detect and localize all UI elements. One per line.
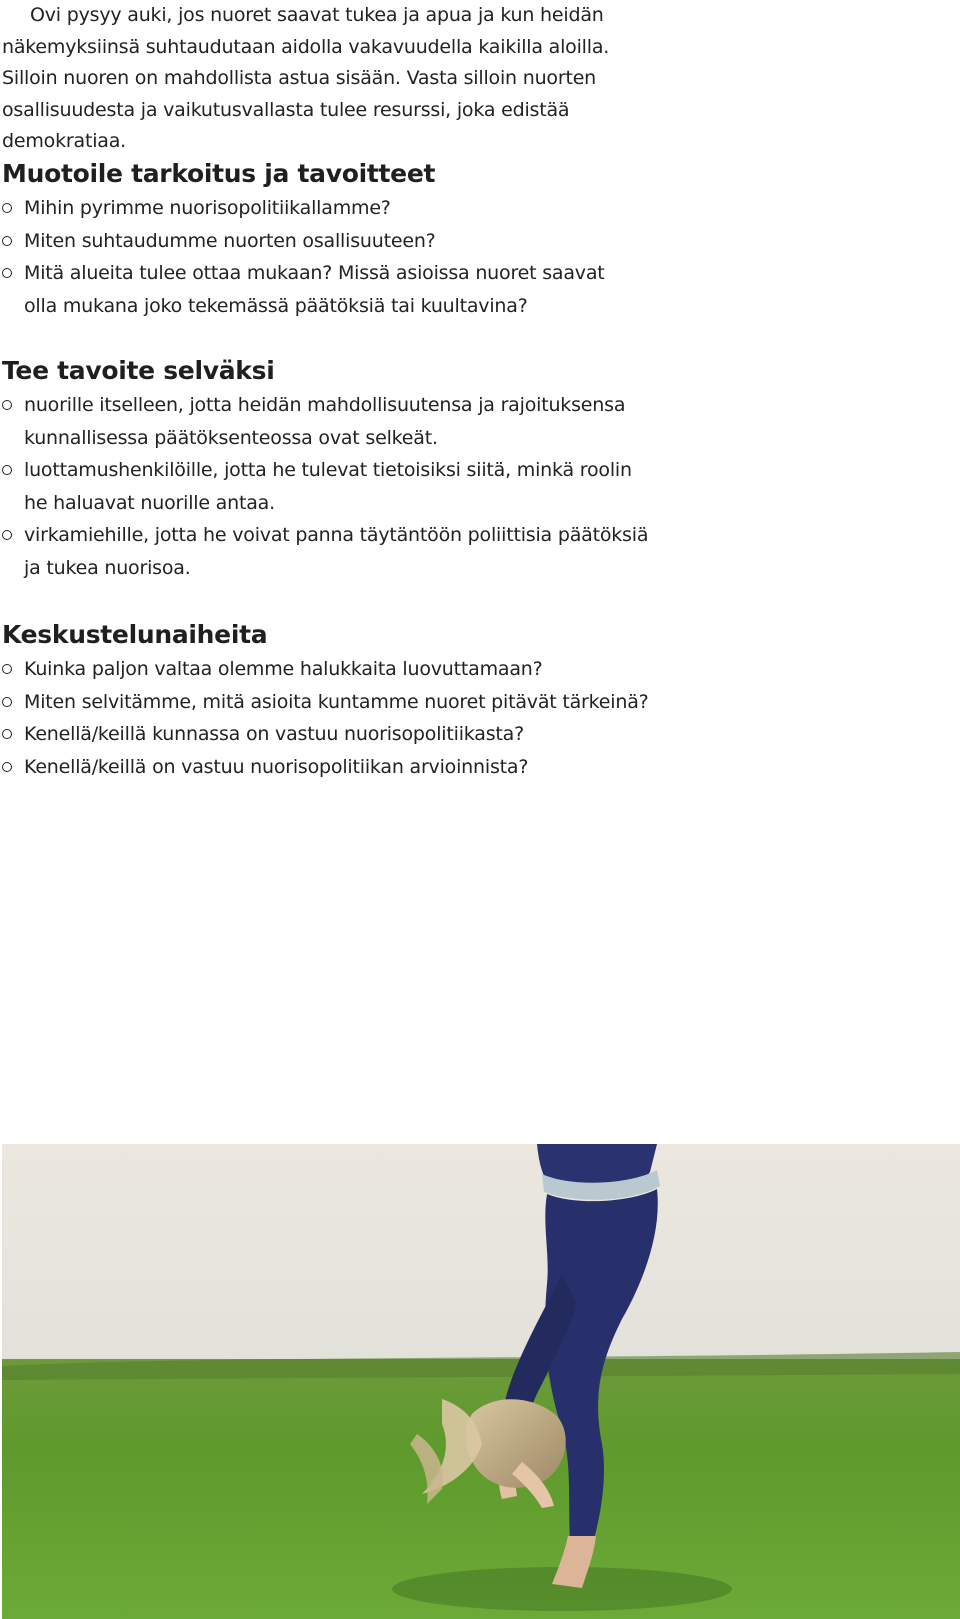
list-item — [2, 751, 702, 784]
list-item — [2, 686, 702, 719]
circle-bullet-icon — [2, 465, 12, 475]
circle-bullet-icon — [2, 530, 12, 540]
list-item-text: Miten suhtaudumme nuorten osallisuuteen? — [24, 229, 436, 252]
bullet-list — [2, 653, 702, 783]
list-item — [2, 718, 702, 751]
list-item-text: Kenellä/keillä on vastuu nuorisopolitiikan arvioinnista? — [24, 755, 529, 778]
section-heading: Keskustelunaiheita — [2, 620, 268, 649]
circle-bullet-icon — [2, 697, 12, 707]
section-heading: Tee tavoite selväksi — [2, 356, 275, 385]
intro-paragraph: Ovi pysyy auki, jos nuoret saavat tukea ja apua ja kun heidän näkemyksiinsä suhtaudutaan aidolla vakavuudella kaikilla aloilla. Silloin nuoren on mahdollista astua sisään. Vasta silloin nuorten osallisuudesta ja vaikutusvallasta tulee resurssi, joka edistää demokratiaa. — [2, 4, 610, 152]
circle-bullet-icon — [2, 664, 12, 674]
circle-bullet-icon — [2, 400, 12, 410]
handstand-photo — [2, 1144, 960, 1619]
list-item — [2, 257, 639, 322]
list-item — [2, 519, 649, 584]
section-discussion-topics — [2, 617, 702, 783]
section-purpose-goals — [2, 156, 702, 322]
intro-text — [2, 0, 662, 158]
section-make-goal-clear — [2, 353, 702, 584]
list-item-text: Mihin pyrimme nuorisopolitiikallamme? — [24, 197, 391, 219]
bullet-list — [2, 389, 702, 584]
list-item-text: Kenellä/keillä kunnassa on vastuu nuorisopolitiikasta? — [24, 723, 524, 745]
list-item-text: virkamiehille, jotta he voivat panna täytäntöön poliittisia päätöksiä ja tukea nuorisoa. — [24, 524, 649, 579]
list-item-text: Miten selvitämme, mitä asioita kuntamme nuoret pitävät tärkeinä? — [24, 690, 649, 713]
list-item-text: Mitä alueita tulee ottaa mukaan? Missä asioissa nuoret saavat olla mukana joko tekemässä päätöksiä tai kuultavina? — [24, 262, 605, 317]
circle-bullet-icon — [2, 236, 12, 246]
circle-bullet-icon — [2, 729, 12, 739]
list-item — [2, 192, 664, 225]
list-item — [2, 225, 664, 258]
list-item — [2, 454, 634, 519]
list-item-text: Kuinka paljon valtaa olemme halukkaita luovuttamaan? — [24, 658, 543, 680]
list-item-text: nuorille itselleen, jotta heidän mahdollisuutensa ja rajoituksensa kunnallisessa päätöksenteossa ovat selkeät. — [24, 394, 626, 449]
circle-bullet-icon — [2, 268, 12, 278]
circle-bullet-icon — [2, 762, 12, 772]
list-item — [2, 389, 634, 454]
list-item-text: luottamushenkilöille, jotta he tulevat tietoisiksi siitä, minkä roolin he haluavat nuorille antaa. — [24, 459, 632, 514]
handstand-photo-image — [2, 1144, 960, 1619]
bullet-list — [2, 192, 702, 322]
circle-bullet-icon — [2, 203, 12, 213]
section-heading: Muotoile tarkoitus ja tavoitteet — [2, 159, 436, 188]
list-item — [2, 653, 702, 686]
